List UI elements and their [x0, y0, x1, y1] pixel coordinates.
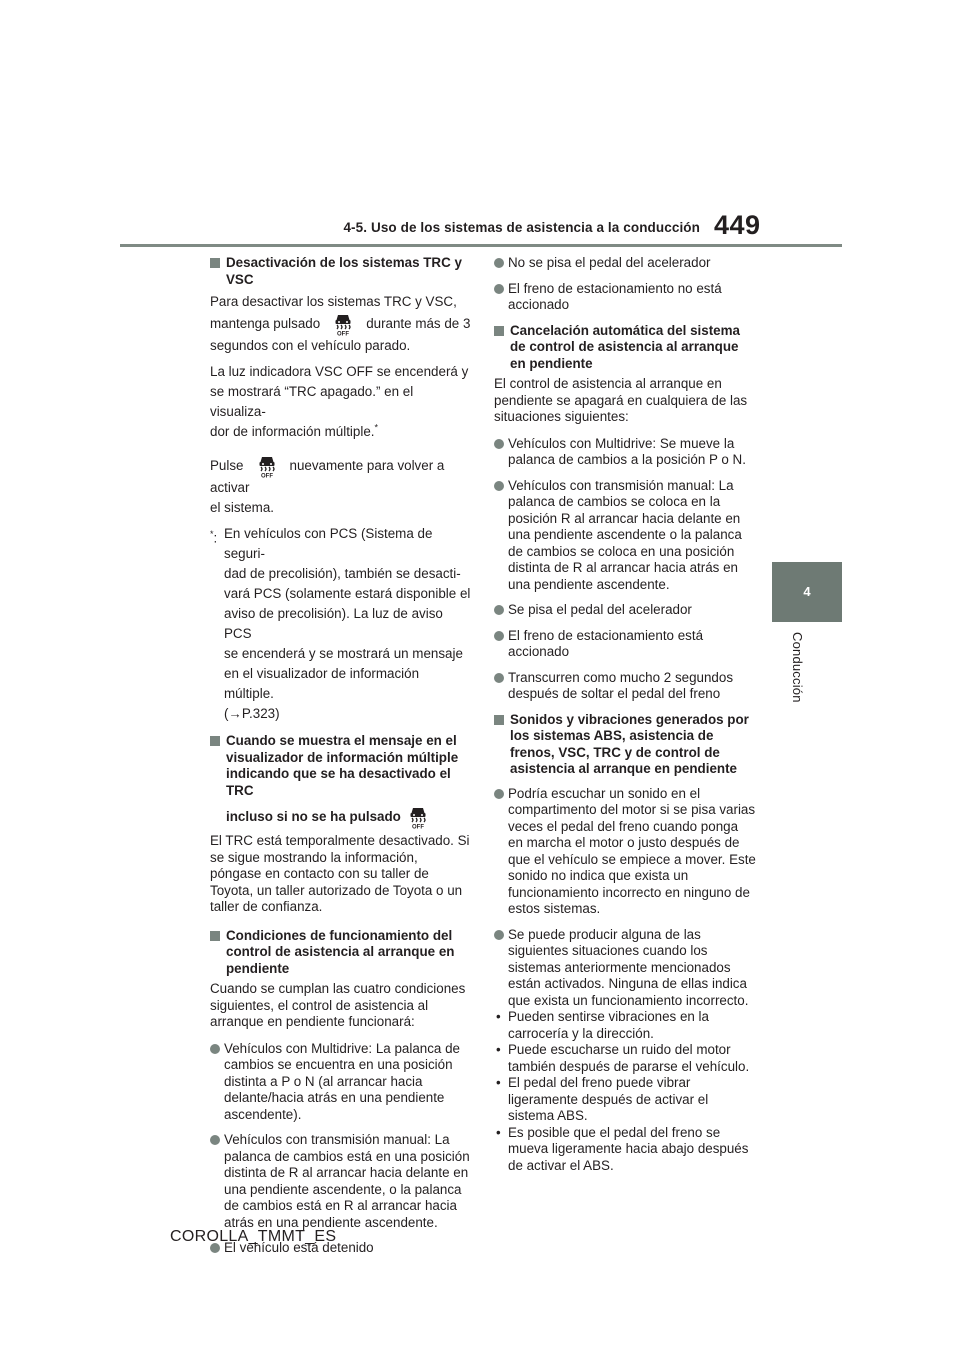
section-heading-trc-vsc-off — [210, 255, 472, 288]
list-item — [494, 602, 756, 619]
list-item-text: El vehículo está detenido — [224, 1240, 374, 1255]
paragraph: Cuando se cumplan las cuatro condiciones siguientes, el control de asistencia al arranque en pendiente funcionará: — [210, 981, 466, 1029]
list-item-text: Pueden sentirse vibraciones en la carrocería y la dirección. — [508, 1009, 709, 1041]
text-line: nuevamente para volver a activar — [210, 458, 445, 495]
section-heading-sounds-vibrations — [494, 712, 756, 778]
text-line: mantenga pulsado — [210, 316, 321, 331]
svg-text:OFF: OFF — [337, 331, 350, 336]
square-bullet-icon — [494, 326, 504, 336]
footnote — [210, 524, 472, 724]
list-item-text: El pedal del freno puede vibrar ligeramente después de activar el sistema ABS. — [508, 1075, 709, 1123]
paragraph — [210, 292, 472, 356]
heading-text: Cancelación automática del sistema de control de asistencia al arranque en pendiente — [510, 322, 740, 371]
list-item — [210, 1041, 472, 1124]
footer-model-code: COROLLA_TMMT_ES — [170, 1228, 337, 1245]
round-bullet-icon — [494, 481, 504, 491]
text-line: En vehículos con PCS (Sistema de seguri- — [224, 526, 433, 561]
svg-text:OFF: OFF — [260, 473, 273, 478]
list-item-text: Se puede producir alguna de las siguientes situaciones cuando los sistemas anteriormente mencionados están activados. Ninguna de ellas indica que exista un funcionamiento incorrecto. — [508, 926, 749, 1008]
round-bullet-icon — [494, 258, 504, 268]
sub-list-item: • Puede escucharse un ruido del motor también después de pararse el vehículo. — [496, 1042, 750, 1074]
text-line: se mostrará “TRC apagado.” en el visualiza- — [210, 384, 414, 419]
round-bullet-icon — [494, 673, 504, 683]
round-bullet-icon — [494, 284, 504, 294]
right-column — [494, 255, 756, 1174]
chapter-tab[interactable]: 4 — [772, 562, 842, 622]
sub-list-item: • El pedal del freno puede vibrar ligeramente después de activar el sistema ABS. — [496, 1075, 709, 1123]
square-bullet-icon — [210, 931, 220, 941]
header-divider — [120, 244, 842, 247]
heading-text: Condiciones de funcionamiento del control de asistencia al arranque en pendiente — [226, 927, 455, 976]
round-bullet-icon — [494, 605, 504, 615]
round-bullet-icon — [494, 439, 504, 449]
list-item — [494, 478, 756, 594]
chapter-header-title: 4-5. Uso de los sistemas de asistencia a la conducción — [343, 220, 700, 235]
text-line: dad de precolisión), también se desacti- — [224, 566, 461, 581]
trc-off-icon — [332, 312, 354, 336]
paragraph — [210, 454, 472, 518]
round-bullet-icon — [210, 1135, 220, 1145]
square-bullet-icon — [494, 715, 504, 725]
list-item-text: Vehículos con Multidrive: La palanca de cambios se encuentra en una posición distinta a P o N (al arrancar hacia delante/hacia atrás en una pendiente ascendente). — [224, 1040, 460, 1122]
paragraph — [210, 362, 472, 442]
square-bullet-icon — [210, 736, 220, 746]
heading-text: incluso si no se ha pulsado — [226, 809, 401, 824]
svg-text:OFF: OFF — [411, 824, 424, 829]
list-item — [494, 281, 756, 314]
list-item — [494, 786, 756, 918]
square-bullet-icon — [210, 258, 220, 268]
round-bullet-icon — [494, 631, 504, 641]
footnote-mark: * — [374, 422, 379, 433]
sub-list-item: • Pueden sentirse vibraciones en la carrocería y la dirección. — [496, 1009, 709, 1041]
list-item-text: Vehículos con transmisión manual: La palanca de cambios está en una posición distinta de R al arrancar hacia delante en una pendiente ascendente, o la palanca de cambios está en R al arrancar hacia atrás en una pendiente ascendente. — [224, 1132, 470, 1230]
list-item — [494, 436, 756, 469]
list-item-text: Vehículos con Multidrive: Se mueve la palanca de cambios a la posición P o N. — [508, 435, 746, 467]
list-item-text: Puede escucharse un ruido del motor también después de pararse el vehículo. — [508, 1042, 750, 1074]
list-item-text: Podría escuchar un sonido en el compartimento del motor si se pisa varias veces el pedal del freno cuando ponga en marcha el motor o justo después de que el vehículo se empiece a mover. Este sonido no indica que exista un funcionamiento incorrecto en ninguno de estos sistemas. — [508, 785, 756, 916]
page-reference-link[interactable]: (→P.323) — [224, 706, 280, 721]
section-heading-trc-message — [210, 733, 472, 829]
list-item-text: El freno de estacionamiento está accionado — [508, 627, 704, 659]
trc-off-icon — [256, 454, 278, 478]
list-item-text: Transcurren como mucho 2 segundos después de soltar el pedal del freno — [508, 669, 734, 701]
list-item-text: No se pisa el pedal del acelerador — [508, 255, 711, 270]
list-item-text: El freno de estacionamiento no está accionado — [508, 280, 722, 312]
text-line: La luz indicadora VSC OFF se encenderá y — [210, 364, 469, 379]
text-line: segundos con el vehículo parado. — [210, 338, 411, 353]
round-bullet-icon — [210, 1044, 220, 1054]
text-line: durante más de 3 — [366, 316, 471, 331]
text-line: Pulse — [210, 458, 244, 473]
list-item — [494, 670, 756, 703]
list-item — [494, 927, 756, 1010]
sub-list-item: • Es posible que el pedal del freno se mueva ligeramente hacia abajo después de activar el ABS. — [496, 1124, 749, 1173]
paragraph: El TRC está temporalmente desactivado. Si se sigue mostrando la información, póngase en contacto con su taller de Toyota, un taller autorizado de Toyota o un taller de confianza. — [210, 833, 470, 914]
chapter-tab-label: Conducción — [790, 632, 805, 703]
list-item — [494, 255, 756, 272]
text-line: se encenderá y se mostrará un mensaje — [224, 646, 463, 661]
text-line: aviso de precolisión). La luz de aviso PCS — [224, 606, 443, 641]
page-number: 449 — [714, 210, 761, 240]
section-heading-hill-start-cancel — [494, 323, 756, 373]
list-item-text: Vehículos con transmisión manual: La palanca de cambios se coloca en la posición R al arrancar hacia delante en una pendiente ascendente o la palanca de cambios se coloca en una posición distinta de R al arrancar hacia atrás en una pendiente ascendente. — [508, 477, 742, 592]
trc-off-icon — [407, 805, 429, 829]
section-heading-hill-start-conditions — [210, 928, 472, 978]
text-line: dor de información múltiple. — [210, 424, 375, 439]
heading-text: Cuando se muestra el mensaje en el visualizador de información múltiple indicando que se ha desactivado el TRC — [226, 733, 459, 798]
list-item — [494, 628, 756, 661]
list-item — [210, 1132, 472, 1231]
paragraph: El control de asistencia al arranque en pendiente se apagará en cualquiera de las situaciones siguientes: — [494, 376, 748, 424]
list-item-text: Es posible que el pedal del freno se mueva ligeramente hacia abajo después de activar el ABS. — [508, 1124, 749, 1173]
heading-text: Sonidos y vibraciones generados por los sistemas ABS, asistencia de frenos, VSC, TRC y de control de asistencia al arranque en pendiente — [510, 711, 749, 776]
heading-text: Desactivación de los sistemas TRC y VSC — [226, 255, 462, 287]
text-line: en el visualizador de información múltiple. — [224, 666, 420, 701]
round-bullet-icon — [494, 789, 504, 799]
list-item-text: Se pisa el pedal del acelerador — [508, 602, 692, 617]
text-line: el sistema. — [210, 500, 274, 515]
text-line: vará PCS (solamente estará disponible el — [224, 586, 471, 601]
left-column — [210, 255, 472, 1266]
text-line: Para desactivar los sistemas TRC y VSC, — [210, 294, 457, 309]
round-bullet-icon — [494, 930, 504, 940]
footnote-marker: *: — [210, 529, 218, 546]
